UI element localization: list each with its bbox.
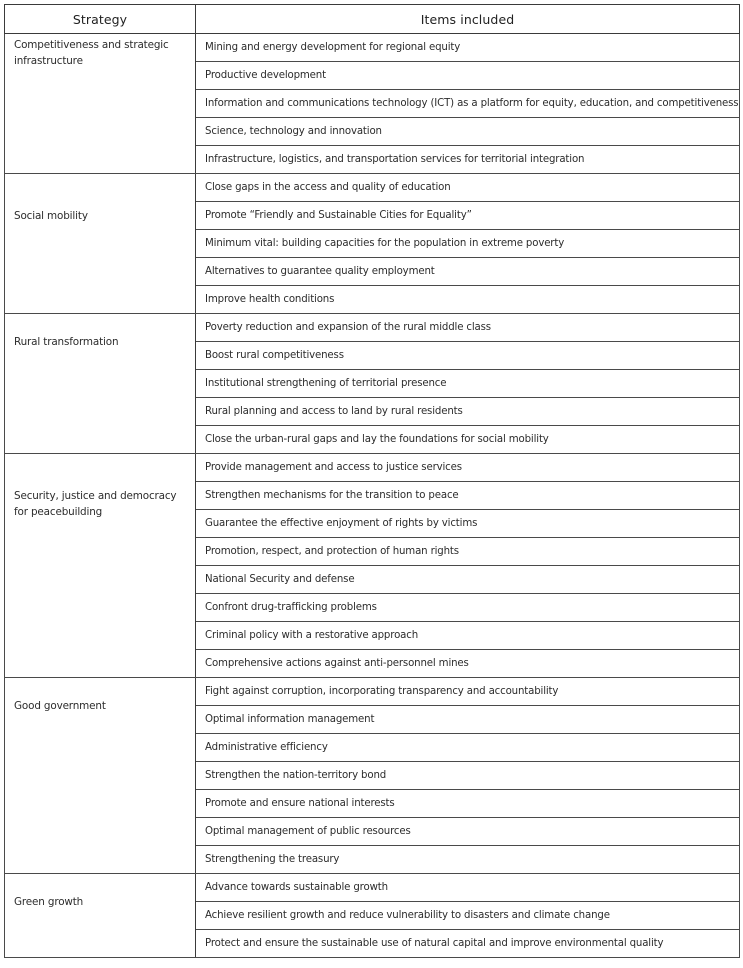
- item-cell: Boost rural competitiveness: [196, 342, 740, 370]
- item-cell: Achieve resilient growth and reduce vulnerability to disasters and climate change: [196, 902, 740, 930]
- header-row: [5, 5, 740, 34]
- item-cell: Science, technology and innovation: [196, 118, 740, 146]
- table-row: [5, 454, 740, 482]
- item-cell: Poverty reduction and expansion of the rural middle class: [196, 314, 740, 342]
- strategy-cell-rural-transformation: Rural transformation: [5, 314, 196, 454]
- header-strategy: Strategy: [5, 5, 196, 34]
- item-cell: Alternatives to guarantee quality employment: [196, 258, 740, 286]
- item-cell: Promote and ensure national interests: [196, 790, 740, 818]
- item-cell: Criminal policy with a restorative approach: [196, 622, 740, 650]
- table-row: [5, 874, 740, 902]
- item-cell: Improve health conditions: [196, 286, 740, 314]
- strategy-cell-green-growth: Green growth: [5, 874, 196, 958]
- item-cell: National Security and defense: [196, 566, 740, 594]
- strategy-cell-social-mobility: Social mobility: [5, 174, 196, 314]
- item-cell: Information and communications technology (ICT) as a platform for equity, education, and competitiveness: [196, 90, 740, 118]
- item-cell: Close gaps in the access and quality of education: [196, 174, 740, 202]
- item-cell: Protect and ensure the sustainable use of natural capital and improve environmental quality: [196, 930, 740, 958]
- strategy-cell-good-government: Good government: [5, 678, 196, 874]
- strategy-items-table: [4, 4, 740, 958]
- item-cell: Institutional strengthening of territorial presence: [196, 370, 740, 398]
- item-cell: Advance towards sustainable growth: [196, 874, 740, 902]
- strategy-cell-security-justice: Security, justice and democracy for peacebuilding: [5, 454, 196, 678]
- item-cell: Comprehensive actions against anti-personnel mines: [196, 650, 740, 678]
- item-cell: Strengthen the nation-territory bond: [196, 762, 740, 790]
- item-cell: Optimal information management: [196, 706, 740, 734]
- item-cell: Mining and energy development for regional equity: [196, 34, 740, 62]
- item-cell: Strengthen mechanisms for the transition to peace: [196, 482, 740, 510]
- item-cell: Provide management and access to justice services: [196, 454, 740, 482]
- item-cell: Minimum vital: building capacities for the population in extreme poverty: [196, 230, 740, 258]
- table-row: [5, 678, 740, 706]
- item-cell: Strengthening the treasury: [196, 846, 740, 874]
- item-cell: Promotion, respect, and protection of human rights: [196, 538, 740, 566]
- table-row: [5, 174, 740, 202]
- item-cell: Administrative efficiency: [196, 734, 740, 762]
- item-cell: Guarantee the effective enjoyment of rights by victims: [196, 510, 740, 538]
- strategy-cell-competitiveness: Competitiveness and strategic infrastructure: [5, 34, 196, 174]
- item-cell: Confront drug-trafficking problems: [196, 594, 740, 622]
- table-row: [5, 314, 740, 342]
- item-cell: Rural planning and access to land by rural residents: [196, 398, 740, 426]
- header-items-included: Items included: [196, 5, 740, 34]
- item-cell: Close the urban-rural gaps and lay the foundations for social mobility: [196, 426, 740, 454]
- table-body: [5, 34, 740, 958]
- item-cell: Productive development: [196, 62, 740, 90]
- item-cell: Fight against corruption, incorporating transparency and accountability: [196, 678, 740, 706]
- item-cell: Promote “Friendly and Sustainable Cities for Equality”: [196, 202, 740, 230]
- table-row: [5, 34, 740, 62]
- item-cell: Optimal management of public resources: [196, 818, 740, 846]
- item-cell: Infrastructure, logistics, and transportation services for territorial integration: [196, 146, 740, 174]
